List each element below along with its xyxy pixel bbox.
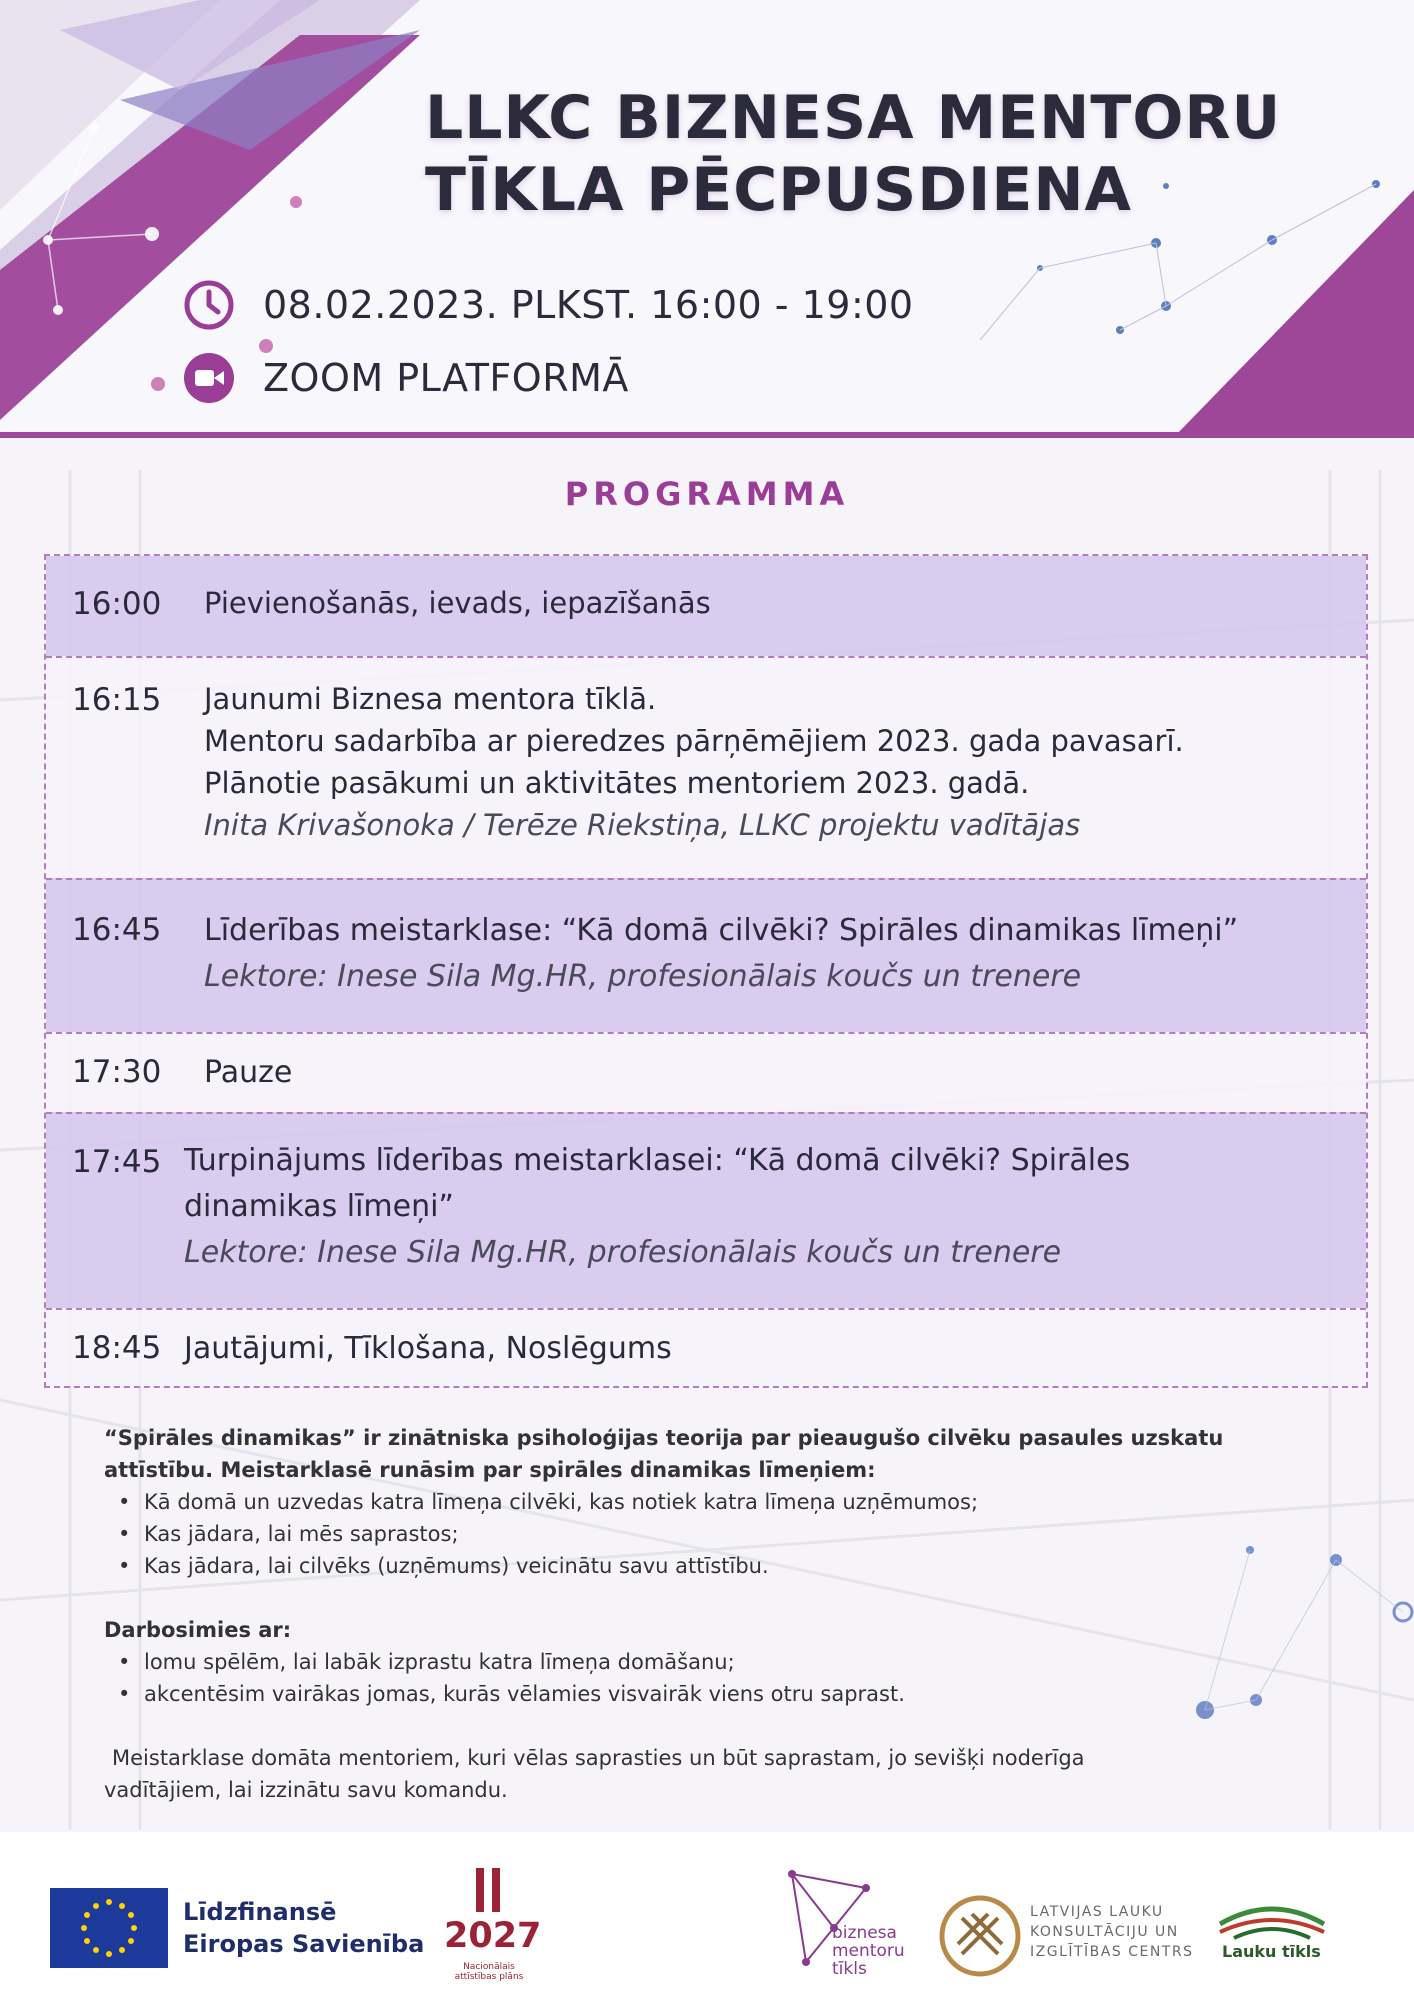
activities-list (104, 1646, 1264, 1710)
row-line: Jautājumi, Tīklošana, Noslēgums (184, 1331, 672, 1366)
datetime-row (183, 277, 914, 333)
intro-line: “Spirāles dinamikas” ir zinātniska psiholoģijas teorija par pieaugušo cilvēku pasaules uzskatu (104, 1426, 1224, 1450)
eu-line: Eiropas Savienība (183, 1930, 425, 1958)
list-item: • lomu spēlēm, lai labāk izprastu katra līmeņa domāšanu; (118, 1646, 1264, 1678)
event-title (425, 82, 1325, 226)
llkc-line: LATVIJAS LAUKU (1030, 1904, 1164, 1920)
row-line: Pauze (204, 1055, 293, 1090)
row-line: Līderības meistarklase: “Kā domā cilvēki? Spirāles dinamikas līmeņi” (204, 913, 1239, 948)
row-description (184, 1328, 672, 1370)
bm-line: tīkls (832, 1959, 867, 1979)
intro-line: attīstību. Meistarklasē runāsim par spirāles dinamikas līmeņiem: (104, 1458, 876, 1482)
row-description (204, 582, 711, 624)
row-speaker: Lektore: Inese Sila Mg.HR, profesionālais koučs un trenere (204, 959, 1082, 994)
program-row (46, 1112, 1366, 1308)
program-row (46, 656, 1366, 878)
program-row (46, 878, 1366, 1032)
row-time: 18:45 (72, 1330, 162, 1366)
event-location: ZOOM PLATFORMĀ (263, 356, 629, 400)
list-item: • Kā domā un uzvedas katra līmeņa cilvēki, kas notiek katra līmeņa uzņēmumos; (118, 1486, 1264, 1518)
row-description (184, 1138, 1130, 1276)
closing-line: Meistarklase domāta mentoriem, kuri vēlas saprasties un būt saprastam, jo sevišķi noderīga (112, 1746, 1085, 1770)
clock-icon (183, 279, 235, 331)
event-datetime: 08.02.2023. PLKST. 16:00 - 19:00 (263, 283, 914, 327)
bm-line: biznesa (832, 1923, 897, 1943)
bm-line: mentoru (832, 1941, 905, 1961)
row-speaker: Lektore: Inese Sila Mg.HR, profesionālais koučs un trenere (184, 1235, 1062, 1270)
list-item: • Kas jādara, lai mēs saprastos; (118, 1518, 1264, 1550)
program-title: PROGRAMMA (564, 475, 850, 513)
row-speaker: Inita Krivašonoka / Terēze Riekstiņa, LLKC projektu vadītājas (204, 808, 1081, 842)
row-description (204, 908, 1238, 1000)
location-row (183, 350, 629, 406)
row-line: dinamikas līmeņi” (184, 1189, 454, 1224)
row-line: Jaunumi Biznesa mentora tīklā. (204, 682, 657, 716)
row-line: Plānotie pasākumi un aktivitātes mentoriem 2023. gadā. (204, 766, 1030, 800)
video-camera-icon (183, 352, 235, 404)
row-line: Turpinājums līderības meistarklasei: “Kā domā cilvēki? Spirāles (184, 1143, 1131, 1178)
row-line: Pievienošanās, ievads, iepazīšanās (204, 586, 711, 620)
eu-cofunding-text (183, 1896, 424, 1960)
closing-line: vadītājiem, lai izzinātu savu komandu. (104, 1778, 508, 1802)
bm-logo-text (832, 1924, 905, 1978)
llkc-line: KONSULTĀCIJU UN (1030, 1924, 1179, 1940)
topics-list (104, 1486, 1264, 1582)
eu-line: Līdzfinansē (183, 1898, 337, 1926)
list-item: • akcentēsim vairākas jomas, kurās vēlamies visvairāk viens otru saprast. (118, 1678, 1264, 1710)
row-description (204, 678, 1184, 846)
row-line: Mentoru sadarbība ar pieredzes pārņēmējiem 2023. gada pavasarī. (204, 724, 1184, 758)
np-subtitle: Nacionālais attīstības plāns (454, 1962, 524, 1982)
row-time: 16:15 (72, 682, 162, 718)
program-table (44, 554, 1368, 1388)
row-description (204, 1052, 292, 1094)
llkc-line: IZGLĪTĪBAS CENTRS (1030, 1944, 1194, 1960)
list-item: • Kas jādara, lai cilvēks (uzņēmums) veicinātu savu attīstību. (118, 1550, 1264, 1582)
row-time: 16:00 (72, 586, 162, 622)
program-row (46, 1308, 1366, 1386)
program-row (46, 1032, 1366, 1112)
activities-subtitle: Darbosimies ar: (104, 1618, 292, 1642)
llkc-seal-icon (938, 1894, 1022, 1978)
row-time: 16:45 (72, 912, 162, 948)
title-line-1: LLKC BIZNESA MENTORU (425, 83, 1282, 153)
title-line-2: TĪKLA PĒCPUSDIENA (425, 155, 1132, 225)
llkc-logo-text (1030, 1902, 1193, 1962)
description-notes (104, 1422, 1264, 1806)
row-time: 17:30 (72, 1054, 162, 1090)
lt-logo-text: Lauku tīkls (1222, 1942, 1321, 1961)
footer-logos (0, 1832, 1414, 2000)
program-row (46, 556, 1366, 656)
eu-flag-icon (50, 1888, 168, 1968)
np-year: 2027 (444, 1916, 542, 1956)
row-time: 17:45 (72, 1144, 162, 1180)
